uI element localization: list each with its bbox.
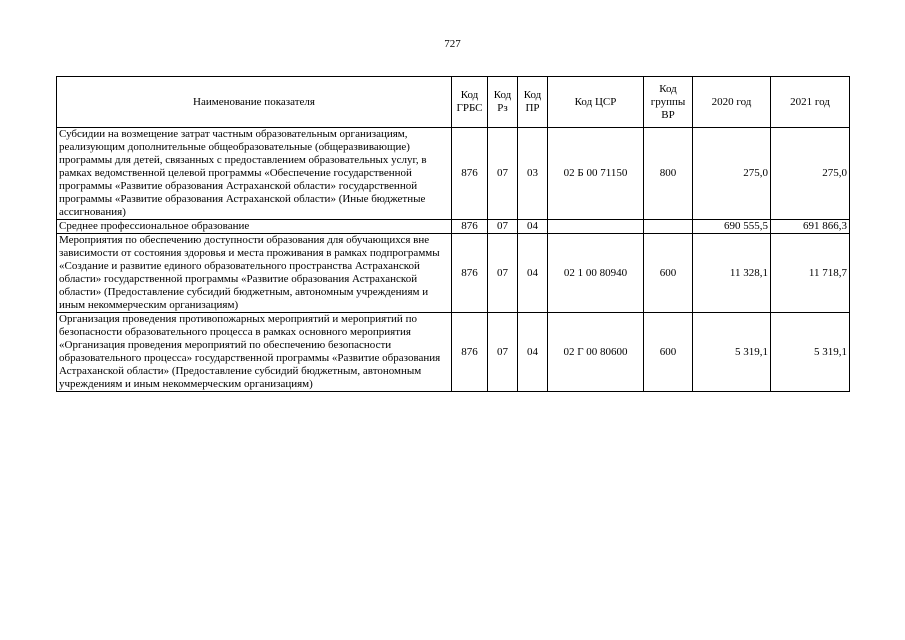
cell-vr: 600: [644, 313, 693, 392]
cell-csr: 02 Б 00 71150: [548, 128, 644, 220]
cell-vr: [644, 220, 693, 234]
budget-table: [56, 76, 850, 392]
cell-pr: 04: [518, 220, 548, 234]
cell-2020: 690 555,5: [693, 220, 771, 234]
cell-2020: 5 319,1: [693, 313, 771, 392]
cell-grbs: 876: [452, 313, 488, 392]
header-pr: [518, 77, 548, 128]
cell-rz: 07: [488, 313, 518, 392]
cell-name: Субсидии на возмещение затрат частным образовательным организациям, реализующим дополнительные общеобразовательные (общеразвивающие) программы для детей, связанных с предоставлением образовательных услуг, в рамках ведомственной целевой программы «Обеспечение государственной программы «Развитие образования Астраханской области» государственной программы «Развитие образования Астраханской области» (Иные бюджетные ассигнования): [57, 128, 452, 220]
cell-grbs: 876: [452, 234, 488, 313]
cell-name: Организация проведения противопожарных мероприятий и мероприятий по безопасности образовательного процесса в рамках основного мероприятия «Организация проведения мероприятий по обеспечению безопасности образовательного процесса» государственной программы «Развитие образования Астраханской области» (Предоставление субсидий бюджетным, автономным учреждениям и иным некоммерческим организациям): [57, 313, 452, 392]
header-rz: [488, 77, 518, 128]
table-row: [57, 313, 850, 392]
cell-2020: 275,0: [693, 128, 771, 220]
cell-csr: [548, 220, 644, 234]
table-row: [57, 234, 850, 313]
cell-name: Среднее профессиональное образование: [57, 220, 452, 234]
cell-pr: 04: [518, 313, 548, 392]
page-number: 727: [444, 38, 461, 50]
cell-2021: 275,0: [771, 128, 850, 220]
cell-2021: 691 866,3: [771, 220, 850, 234]
header-vr-line1: Код: [659, 82, 677, 95]
header-grbs: [452, 77, 488, 128]
header-vr: [644, 77, 693, 128]
header-csr: Код ЦСР: [548, 77, 644, 128]
cell-2021: 5 319,1: [771, 313, 850, 392]
header-grbs-line1: Код: [460, 89, 479, 101]
cell-rz: 07: [488, 220, 518, 234]
cell-name: Мероприятия по обеспечению доступности образования для обучающихся вне зависимости от состояния здоровья и места проживания в рамках подпрограммы «Создание и развитие единого образовательного пространства Астраханской области» государственной программы «Развитие образования Астраханской области» (Предоставление субсидий бюджетным, автономным учреждениям и иным некоммерческим организациям): [57, 234, 452, 313]
cell-rz: 07: [488, 128, 518, 220]
cell-2021: 11 718,7: [771, 234, 850, 313]
header-vr-line2: группы: [650, 95, 686, 108]
table-row: [57, 128, 850, 220]
header-row: [57, 77, 850, 128]
cell-2020: 11 328,1: [693, 234, 771, 313]
table-row: [57, 220, 850, 234]
cell-pr: 04: [518, 234, 548, 313]
header-rz-line2: Рз: [497, 102, 508, 114]
cell-rz: 07: [488, 234, 518, 313]
header-rz-line1: Код: [493, 89, 512, 101]
cell-grbs: 876: [452, 220, 488, 234]
cell-csr: 02 Г 00 80600: [548, 313, 644, 392]
header-2021: 2021 год: [771, 77, 850, 128]
header-pr-line1: Код: [523, 89, 542, 101]
cell-vr: 800: [644, 128, 693, 220]
cell-csr: 02 1 00 80940: [548, 234, 644, 313]
header-pr-line2: ПР: [525, 102, 540, 114]
header-grbs-line2: ГРБС: [456, 102, 483, 114]
cell-vr: 600: [644, 234, 693, 313]
header-name: Наименование показателя: [57, 77, 452, 128]
cell-pr: 03: [518, 128, 548, 220]
header-vr-line3: ВР: [661, 108, 675, 121]
header-2020: 2020 год: [693, 77, 771, 128]
cell-grbs: 876: [452, 128, 488, 220]
